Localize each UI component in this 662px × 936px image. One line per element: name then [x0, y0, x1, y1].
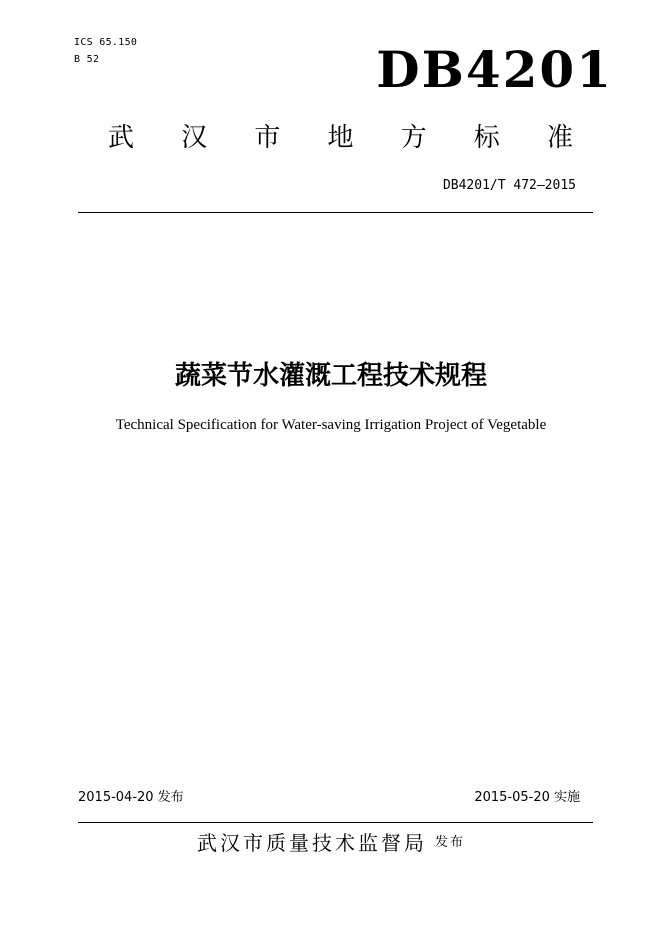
- classification-codes: [74, 34, 137, 68]
- implementation-date: 2015-05-20 实施: [474, 790, 580, 805]
- standard-type-char: 地: [327, 123, 354, 153]
- standard-type-heading: [108, 120, 573, 156]
- ccs-code: B 52: [74, 54, 100, 65]
- issuing-label: 发布: [434, 835, 465, 850]
- document-title-chinese: 蔬菜节水灌溉工程技术规程: [174, 361, 487, 391]
- standard-number: DB4201/T 472—2015: [442, 178, 576, 193]
- standard-type-char: 标: [473, 123, 500, 153]
- standard-type-char: 汉: [181, 123, 208, 153]
- footer-divider: [78, 822, 593, 823]
- issuing-authority: 武汉市质量技术监督局: [196, 831, 427, 855]
- standard-type-char: 武: [108, 123, 135, 153]
- standard-type-char: 方: [400, 123, 427, 153]
- issue-date: 2015-04-20 发布: [78, 790, 184, 805]
- ics-code: ICS 65.150: [74, 37, 138, 48]
- issuing-authority-line: [0, 828, 662, 858]
- header-divider: [78, 212, 593, 213]
- document-title-english: Technical Specification for Water-saving Irrigation Project of Vegetable: [115, 417, 547, 433]
- standard-type-char: 市: [254, 123, 281, 153]
- standard-code: DB4201: [376, 40, 613, 99]
- standard-type-char: 准: [546, 123, 573, 153]
